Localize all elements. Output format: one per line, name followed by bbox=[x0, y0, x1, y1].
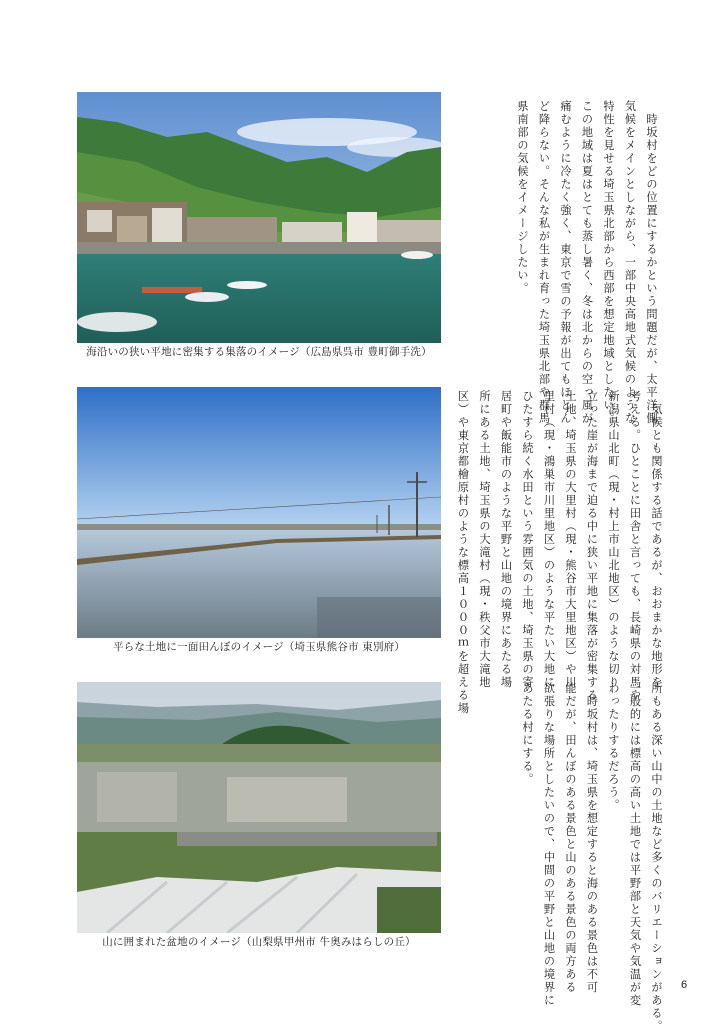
text-column: わったりするだろう。 bbox=[607, 682, 620, 812]
text-column: 痛むように冷たく強く、東京で雪の予報が出てもほとん bbox=[559, 100, 572, 425]
text-column: 区）や東京都檜原村のような標高１０００ｍを超える場 bbox=[456, 390, 470, 715]
text-column: 時坂村は、埼玉県を想定すると海のある景色は不可 bbox=[585, 682, 599, 994]
text-column: 気候をメインとしながら、一部中央高地式気候のような bbox=[623, 100, 637, 425]
text-column: 里村（現・鴻巣市川里地区）のような平たい大地に bbox=[542, 390, 556, 689]
text-column: 時坂村をどの位置にするかという問題だが、太平洋側 bbox=[645, 100, 658, 425]
text-column: 土地、埼玉県の大里村（現・熊谷市大里地区）や川 bbox=[564, 390, 577, 689]
text-column: 新潟県山北町（現・村上市山北地区）のような切り bbox=[607, 390, 620, 689]
photo-caption: 平らな土地に一面田んぼのイメージ（埼玉県熊谷市 東別府） bbox=[112, 641, 406, 653]
text-column: この地域は夏はとても蒸し暑く、冬は北からの空っ風が bbox=[580, 100, 594, 425]
text-block-terrain bbox=[452, 390, 667, 715]
photo-caption: 山に囲まれた盆地のイメージ（山梨県甲州市 牛奥みはらしの丘） bbox=[102, 936, 416, 948]
page-number: 6 bbox=[681, 979, 688, 991]
text-column: 立った崖が海まで迫る中に狭い平地に集落が密集する bbox=[585, 390, 599, 702]
text-column: 居町や飯能市のような平野と山地の境界にあたる場 bbox=[499, 390, 513, 689]
photo-basin-town bbox=[77, 682, 441, 933]
text-column: 能だが、田んぼのある景色と山のある景色の両方ある bbox=[564, 682, 577, 994]
text-column: 考える。ひとことに田舎と言っても、長崎県の対馬や bbox=[628, 390, 642, 702]
text-column: 県南部の気候をイメージしたい。 bbox=[516, 100, 529, 295]
text-column: 所もある深い山中の土地など多くのバリエーションがある。 bbox=[650, 682, 663, 1033]
text-column: あたる村にする。 bbox=[521, 682, 534, 786]
text-column: 特性を見せる埼玉県北部から西部を想定地域としたい。 bbox=[602, 100, 615, 425]
text-column: 気候とも関係する話であるが、おおまかな地形を bbox=[650, 390, 663, 689]
text-column: 一般的には標高の高い土地では平野部と天気や気温が変 bbox=[628, 682, 642, 1007]
text-column: 欲張りな場所としたいので、中間の平野と山地の境界に bbox=[542, 682, 556, 1007]
photo-coastal-village bbox=[77, 92, 441, 343]
text-column: 所にある土地、埼玉県の大滝村（現・秩父市大滝地 bbox=[478, 390, 491, 689]
photo-rice-paddy bbox=[77, 387, 441, 638]
text-block-climate bbox=[512, 100, 663, 425]
text-column: ど降らない。そんな私が生まれ育った埼玉県北部や群馬 bbox=[537, 100, 551, 425]
photo-caption: 海沿いの狭い平地に密集する集落のイメージ（広島県呉市 豊町御手洗） bbox=[86, 346, 432, 358]
text-block-village-location bbox=[517, 682, 668, 1033]
text-column: ひたすら続く水田という雰囲気の土地、埼玉県の寄 bbox=[521, 390, 534, 689]
